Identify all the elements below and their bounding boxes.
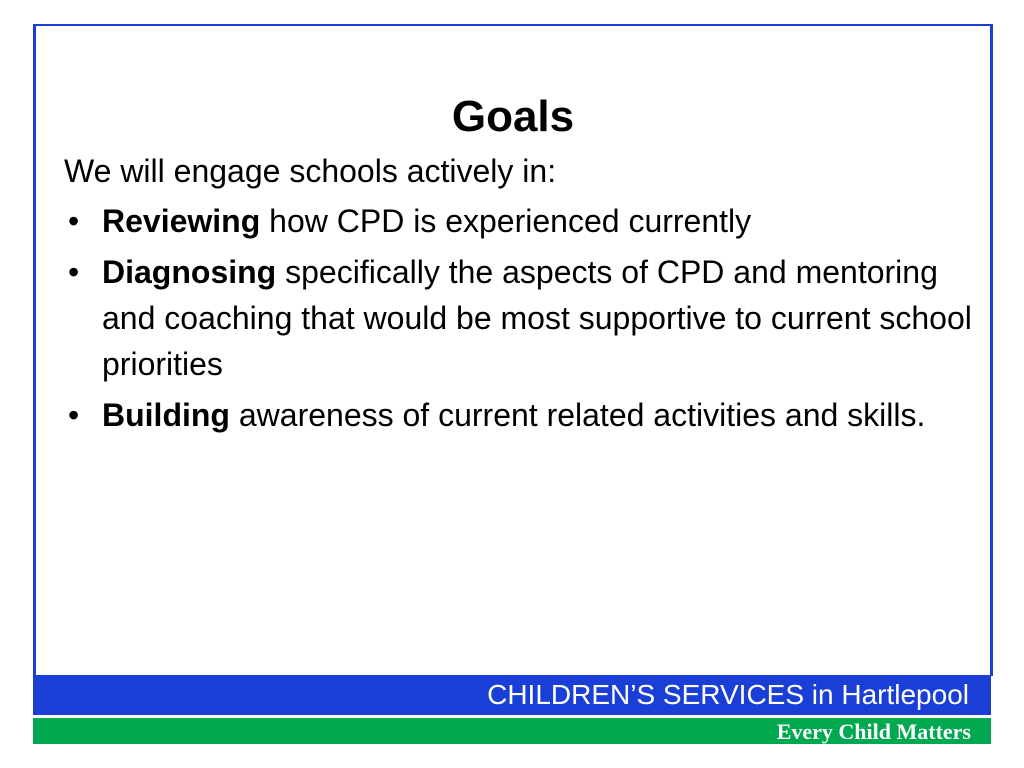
bullet-icon: • <box>68 254 80 290</box>
goal-term: Diagnosing <box>102 254 277 290</box>
goal-description: awareness of current related activities and skills. <box>229 397 926 433</box>
bullet-icon: • <box>68 397 80 433</box>
goal-item-reviewing <box>64 198 974 244</box>
bullet-icon: • <box>68 203 80 239</box>
goal-term: Building <box>102 397 230 433</box>
slide-content <box>64 148 974 443</box>
goal-item-diagnosing <box>64 249 974 387</box>
goal-term: Reviewing <box>102 203 261 239</box>
goal-item-building <box>64 392 974 438</box>
footer-green-band <box>33 718 991 744</box>
intro-text: We will engage schools actively in: <box>64 153 557 189</box>
footer-organization: CHILDREN’S SERVICES in Hartlepool <box>487 679 969 710</box>
footer-tagline: Every Child Matters <box>776 719 971 744</box>
slide-title: Goals <box>451 92 575 142</box>
footer-blue-band <box>33 675 991 715</box>
goal-description: specifically the aspects of CPD and mentoring and coaching that would be most supportive to current school priorities <box>102 254 972 382</box>
goals-list <box>64 198 974 438</box>
goal-description: how CPD is experienced currently <box>260 203 752 239</box>
